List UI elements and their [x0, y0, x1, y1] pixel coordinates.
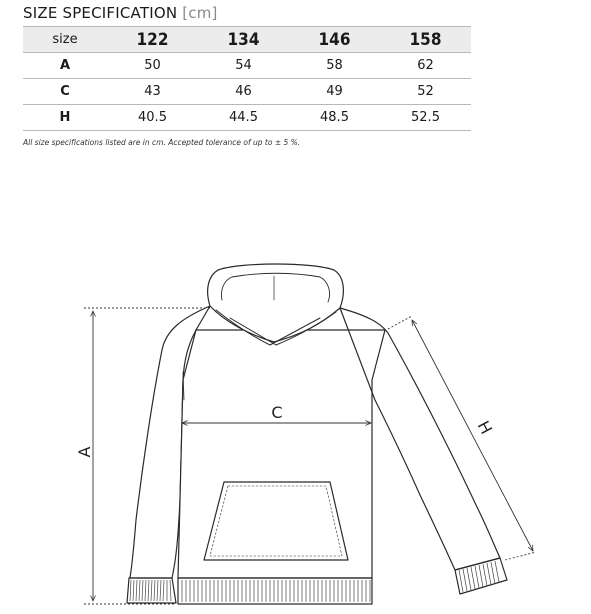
label-h: H	[473, 417, 497, 438]
table-cell: 52.5	[380, 105, 471, 131]
waist-band	[178, 578, 372, 604]
size-134: 134	[198, 27, 289, 53]
table-cell: 52	[380, 79, 471, 105]
size-158: 158	[380, 27, 471, 53]
table-cell: 43	[107, 79, 198, 105]
title-unit: [cm]	[182, 4, 218, 22]
table-cell: 44.5	[198, 105, 289, 131]
table-cell: 48.5	[289, 105, 380, 131]
hoodie-outline	[127, 264, 507, 604]
size-122: 122	[107, 27, 198, 53]
label-a: A	[75, 446, 94, 458]
table-cell: 58	[289, 53, 380, 79]
row-label-a: A	[23, 53, 107, 79]
size-header-label: size	[23, 27, 107, 53]
title-text: SIZE SPECIFICATION	[23, 4, 178, 22]
table-cell: 62	[380, 53, 471, 79]
table-cell: 49	[289, 79, 380, 105]
row-label-h: H	[23, 105, 107, 131]
table-cell: 40.5	[107, 105, 198, 131]
size-146: 146	[289, 27, 380, 53]
table-cell: 46	[198, 79, 289, 105]
row-label-c: C	[23, 79, 107, 105]
tolerance-note: All size specifications listed are in cm. Accepted tolerance of up to ± 5 %.	[23, 138, 301, 147]
table-cell: 54	[198, 53, 289, 79]
table-cell: 50	[107, 53, 198, 79]
label-c: C	[271, 403, 283, 422]
